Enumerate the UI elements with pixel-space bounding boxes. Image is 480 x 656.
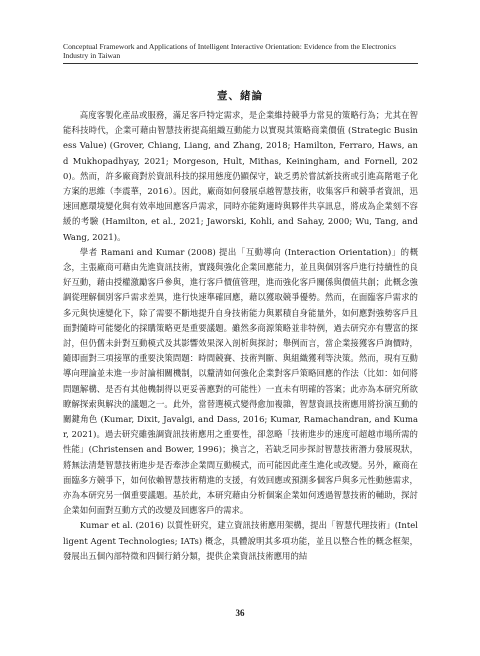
header-rule (63, 63, 418, 64)
page-number: 36 (235, 608, 245, 618)
paragraph-3: Kumar et al. (2016) 以質性研究，建立資訊技術應用架構，提出「智慧代理技術」(Intelligent Agent Technologies; IATs) 概念，具體說明其多項功能，並且以整合性的概念框架，發展出五個內部特徵和四個行銷分類，提供企業資訊技術應用的結 (63, 520, 418, 561)
paragraph-2: 學者 Ramani and Kumar (2008) 提出「互動導向 (Interaction Orientation)」的概念，主張廠商可藉由先進資訊技術，實踐與強化企業回應能力，並且與個別客戶進行持續性的良好互動，藉由授權激勵客戶參與，進行客戶價值管理，進而強化客戶關係與價值共創；此概念強調從理解個別客戶需求差異，進行快速準確回應，藉以獲取競爭優勢。然而，在面臨客戶需求的多元與快速變化下，除了需要不斷地提升自身技術能力與累積自身能量外，如何應對強勢客戶且面對隨時可能變化的採購策略更是重要議題。雖然多商源策略並非特例，過去研究亦有豐富的探討，但仍舊未針對互動模式及其影響效果深入剖析與探討；舉例而言，當企業接獲客戶詢價時，隨即面對三項接單的重要決策問題：時間競賽、技術判斷、與組織獲利等決策。然而，現有互動導向理論並未進一步討論相關機制，以釐清如何強化企業對客戶策略回應的作法（比如：如何將問題解構、是否有其他機制得以更妥善應對的可能性）一直未有明確的答案；此亦為本研究所欲瞭解探索與解決的議題之一。此外，當替選模式變得愈加複雜，智慧資訊技術應用將扮演互動的關鍵角色 (Kumar, Dixit, Javalgi, and Dass, 2016; Kumar, Ramachandran, and Kumar, 2021)。過去研究雖強調資訊技術應用之重要性，卻忽略「技術進步的速度可超越市場所需的性能」(Christensen and Bower, 1996)；換言之，若缺乏同步探討智慧技術潛力發展現狀，將無法清楚智慧技術進步是否牽涉企業間互動模式，而可能因此產生進化或改變。另外，廠商在面臨多方競爭下，如何依賴智慧技術精進的支援，有效回應或預測多個客戶與多元性動態需求，亦為本研究另一個重要議題。基於此，本研究藉由分析個案企業如何透過智慧技術的輔助，探討企業如何面對互動方式的改變及回應客戶的需求。 (63, 246, 418, 516)
running-head: Conceptual Framework and Applications of Intelligent Interactive Orientation: Evidence from the Electronics Industry in Taiwan (63, 42, 396, 60)
paragraph-1: 高度客製化產品或服務，滿足客戶特定需求，是企業維持競爭力常見的策略行為；尤其在智能科技時代，企業可藉由智慧技術提高組織互動能力以實現其策略商業價值 (Strategic Business Value) (Grover, Chiang, Liang, and Zhang, 2018; Hamilton, Ferraro, Haws, and Mukhopadhyay, 2021; Morgeson, Hult, Mithas, Keiningham, and Fornell, 2020)。然而，許多廠商對於資訊科技的採用態度仍顯保守，缺乏勇於嘗試新技術或引進高階電子化方案的思維（李震華，2016）。因此，廠商如何發展卓越智慧技術，收集客戶和競爭者資訊，迅速回應環境變化與有效率地回應客戶需求，同時亦能夠適時與夥伴共享訊息，將成為企業刻不容緩的考驗 (Hamilton, et al., 2021; Jaworski, Kohli, and Sahay, 2000; Wu, Tang, and Wang, 2021)。 (63, 110, 418, 242)
section-title: 壹、緒論 (217, 90, 263, 102)
body-text (63, 108, 418, 564)
